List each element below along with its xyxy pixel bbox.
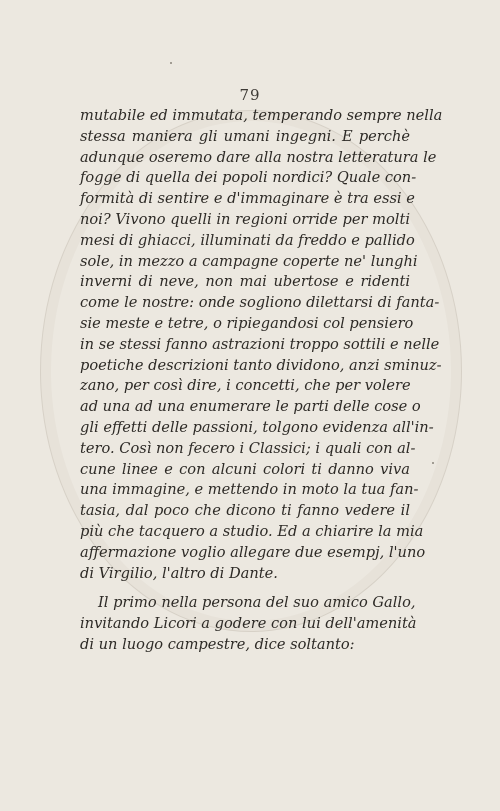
- text-line: zano, per così dire, i concetti, che per volere: [80, 377, 411, 395]
- text-line: Il primo nella persona del suo amico Gallo,: [98, 594, 416, 612]
- paragraph: [80, 106, 443, 584]
- paper-speck: [170, 62, 172, 64]
- paragraph: [80, 593, 417, 655]
- text-line: come le nostre: onde sogliono dilettarsi di fanta-: [80, 294, 440, 312]
- text-line: sie meste e tetre, o ripiegandosi col pensiero: [80, 314, 414, 332]
- text-line: invitando Licori a godere con lui dell'amenità: [80, 615, 417, 633]
- text-line: formità di sentire e d'immaginare è tra essi e: [80, 190, 415, 208]
- body-text: [80, 106, 443, 656]
- paper-speck: [432, 462, 434, 464]
- text-line: stessa maniera gli umani ingegni. E perchè: [80, 127, 410, 145]
- text-line: noi? Vivono quelli in regioni orride per molti: [80, 210, 410, 228]
- text-line: fogge di quella dei popoli nordici? Quale con-: [80, 169, 417, 187]
- text-line: mesi di ghiacci, illuminati da freddo e pallido: [80, 231, 415, 249]
- text-line: affermazione voglio allegare due esempj, l'uno: [80, 543, 426, 561]
- text-line: di un luogo campestre, dice soltanto:: [80, 635, 355, 653]
- text-line: una immagine, e mettendo in moto la tua fan-: [80, 481, 419, 499]
- text-line: ad una ad una enumerare le parti delle cose o: [80, 398, 421, 416]
- text-line: cune linee e con alcuni colori ti danno viva: [80, 460, 410, 478]
- page-number: 79: [239, 86, 261, 104]
- text-line: adunque oseremo dare alla nostra letteratura le: [80, 148, 437, 166]
- text-line: più che tacquero a studio. Ed a chiarire la mia: [80, 522, 424, 540]
- text-line: gli effetti delle passioni, tolgono evidenza all'in-: [80, 418, 434, 436]
- text-line: mutabile ed immutata, temperando sempre nella: [80, 107, 443, 124]
- text-line: di Virgilio, l'altro di Dante.: [80, 564, 278, 582]
- text-line: tasia, dal poco che dicono ti fanno vedere il: [80, 502, 410, 520]
- text-line: sole, in mezzo a campagne coperte ne' lunghi: [80, 252, 418, 270]
- paragraph-gap: [80, 584, 410, 593]
- text-line: tero. Così non fecero i Classici; i quali con al-: [80, 439, 416, 457]
- text-line: inverni di neve, non mai ubertose e ridenti: [80, 273, 410, 291]
- text-line: in se stessi fanno astrazioni troppo sottili e nelle: [80, 335, 440, 353]
- text-line: poetiche descrizioni tanto dividono, anzi sminuz-: [80, 356, 442, 374]
